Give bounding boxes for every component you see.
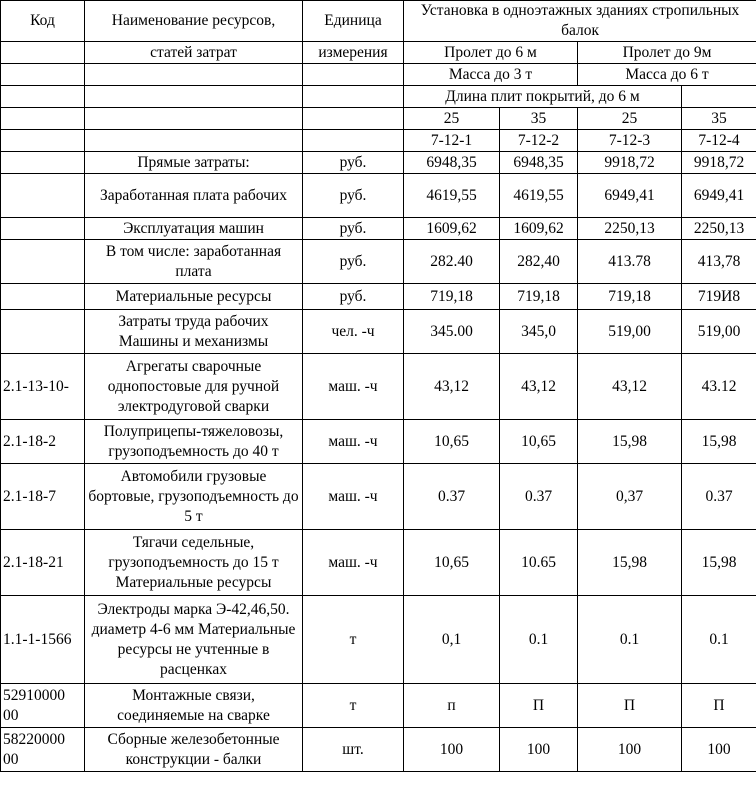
row-name: Автомобили грузовые бортовые, грузоподъемность до 5 т <box>85 464 303 530</box>
table-row <box>1 420 756 464</box>
mass-a-header: Масса до 3 т <box>404 64 578 86</box>
row-unit: маш. -ч <box>303 354 404 420</box>
row-value: 15,98 <box>682 530 756 596</box>
row-value: 9918,72 <box>682 152 756 174</box>
row-unit: маш. -ч <box>303 420 404 464</box>
col-unit-header-2: измерения <box>303 42 404 64</box>
row-code <box>1 310 85 354</box>
row-code <box>1 284 85 310</box>
empty-cell <box>303 86 404 108</box>
empty-cell <box>303 108 404 130</box>
table-row <box>1 284 756 310</box>
row-value: п <box>404 684 500 728</box>
rate-code: 7-12-2 <box>500 130 578 152</box>
row-unit: руб. <box>303 152 404 174</box>
row-value: 0.37 <box>500 464 578 530</box>
row-code: 2.1-18-21 <box>1 530 85 596</box>
row-value: 282,40 <box>500 240 578 284</box>
empty-cell <box>1 108 85 130</box>
row-code <box>1 152 85 174</box>
row-value: 10,65 <box>500 420 578 464</box>
row-name: Затраты труда рабочих Машины и механизмы <box>85 310 303 354</box>
row-value: 6949,41 <box>682 174 756 218</box>
row-code <box>1 218 85 240</box>
row-unit: руб. <box>303 218 404 240</box>
row-value: 0.37 <box>404 464 500 530</box>
span-b-header: Пролет до 9м <box>578 42 756 64</box>
row-value: 43.12 <box>682 354 756 420</box>
row-value: 100 <box>404 728 500 772</box>
row-name: Монтажные связи, соединяемые на сварке <box>85 684 303 728</box>
rate-code: 7-12-4 <box>682 130 756 152</box>
table-row <box>1 240 756 284</box>
length-value: 35 <box>682 108 756 130</box>
empty-cell <box>85 130 303 152</box>
row-value: 15,98 <box>578 530 682 596</box>
row-value: 345,0 <box>500 310 578 354</box>
row-value: 1609,62 <box>404 218 500 240</box>
row-value: 43,12 <box>500 354 578 420</box>
row-value: 719,18 <box>578 284 682 310</box>
table-row <box>1 530 756 596</box>
row-name: Эксплуатация машин <box>85 218 303 240</box>
empty-cell <box>682 86 756 108</box>
col-unit-header-1: Единица <box>303 1 404 42</box>
row-unit: руб. <box>303 284 404 310</box>
table-row <box>1 310 756 354</box>
row-value: 43,12 <box>404 354 500 420</box>
row-unit: руб. <box>303 240 404 284</box>
row-name: Агрегаты сварочные однопостовые для ручной электродуговой сварки <box>85 354 303 420</box>
row-value: 519,00 <box>578 310 682 354</box>
row-name: В том числе: заработанная плата <box>85 240 303 284</box>
row-unit: маш. -ч <box>303 464 404 530</box>
row-name: Прямые затраты: <box>85 152 303 174</box>
row-value: П <box>500 684 578 728</box>
row-code: 2.1-18-7 <box>1 464 85 530</box>
empty-cell <box>303 64 404 86</box>
row-value: П <box>578 684 682 728</box>
row-value: 719И8 <box>682 284 756 310</box>
span-a-header: Пролет до 6 м <box>404 42 578 64</box>
empty-cell <box>85 86 303 108</box>
row-name: Тягачи седельные, грузоподъемность до 15 т Материальные ресурсы <box>85 530 303 596</box>
table-row <box>1 152 756 174</box>
row-value: 719,18 <box>404 284 500 310</box>
row-value: 6948,35 <box>500 152 578 174</box>
row-code: 58220000 00 <box>1 728 85 772</box>
row-value: 2250,13 <box>682 218 756 240</box>
row-unit: т <box>303 596 404 684</box>
empty-cell <box>303 130 404 152</box>
row-value: 345.00 <box>404 310 500 354</box>
row-value: 4619,55 <box>500 174 578 218</box>
row-code: 1.1-1-1566 <box>1 596 85 684</box>
row-name: Сборные железобетонные конструкции - балки <box>85 728 303 772</box>
row-code: 52910000 00 <box>1 684 85 728</box>
empty-cell <box>1 64 85 86</box>
row-value: 100 <box>500 728 578 772</box>
row-value: 100 <box>578 728 682 772</box>
empty-cell <box>1 42 85 64</box>
row-name: Полуприцепы-тяжеловозы, грузоподъемность до 40 т <box>85 420 303 464</box>
row-code: 2.1-13-10- <box>1 354 85 420</box>
row-code <box>1 174 85 218</box>
empty-cell <box>85 64 303 86</box>
rate-code: 7-12-1 <box>404 130 500 152</box>
row-value: 1609,62 <box>500 218 578 240</box>
row-name: Материальные ресурсы <box>85 284 303 310</box>
row-value: 4619,55 <box>404 174 500 218</box>
length-value: 25 <box>578 108 682 130</box>
table-row <box>1 174 756 218</box>
table-row <box>1 684 756 728</box>
row-value: 0,37 <box>578 464 682 530</box>
row-name: Заработанная плата рабочих <box>85 174 303 218</box>
row-value: 719,18 <box>500 284 578 310</box>
row-value: 6948,35 <box>404 152 500 174</box>
row-value: 519,00 <box>682 310 756 354</box>
table-row <box>1 464 756 530</box>
row-unit: т <box>303 684 404 728</box>
row-value: 15,98 <box>682 420 756 464</box>
row-value: 282.40 <box>404 240 500 284</box>
row-value: 0.1 <box>578 596 682 684</box>
row-value: 413.78 <box>578 240 682 284</box>
row-value: П <box>682 684 756 728</box>
mass-b-header: Масса до 6 т <box>578 64 756 86</box>
length-value: 35 <box>500 108 578 130</box>
length-value: 25 <box>404 108 500 130</box>
rate-code: 7-12-3 <box>578 130 682 152</box>
row-unit: маш. -ч <box>303 530 404 596</box>
row-value: 0,1 <box>404 596 500 684</box>
row-code: 2.1-18-2 <box>1 420 85 464</box>
empty-cell <box>1 130 85 152</box>
table-row <box>1 728 756 772</box>
row-value: 43,12 <box>578 354 682 420</box>
table-row <box>1 354 756 420</box>
row-value: 6949,41 <box>578 174 682 218</box>
row-unit: шт. <box>303 728 404 772</box>
table-row <box>1 596 756 684</box>
row-value: 100 <box>682 728 756 772</box>
row-unit: чел. -ч <box>303 310 404 354</box>
row-value: 413,78 <box>682 240 756 284</box>
row-value: 15,98 <box>578 420 682 464</box>
row-value: 9918,72 <box>578 152 682 174</box>
empty-cell <box>85 108 303 130</box>
row-value: 0.1 <box>500 596 578 684</box>
row-value: 0.1 <box>682 596 756 684</box>
empty-cell <box>1 86 85 108</box>
row-name: Электроды марка Э-42,46,50. диаметр 4-6 мм Материальные ресурсы не учтенные в расценках <box>85 596 303 684</box>
row-value: 10,65 <box>404 530 500 596</box>
install-title: Установка в одноэтажных зданиях стропильных балок <box>404 1 756 42</box>
col-name-header-1: Наименование ресурсов, <box>85 1 303 42</box>
table-row <box>1 218 756 240</box>
row-value: 10.65 <box>500 530 578 596</box>
row-code <box>1 240 85 284</box>
row-value: 10,65 <box>404 420 500 464</box>
col-name-header-2: статей затрат <box>85 42 303 64</box>
col-code-header: Код <box>1 1 85 42</box>
slab-length-header: Длина плит покрытий, до 6 м <box>404 86 682 108</box>
row-value: 2250,13 <box>578 218 682 240</box>
row-unit: руб. <box>303 174 404 218</box>
row-value: 0.37 <box>682 464 756 530</box>
